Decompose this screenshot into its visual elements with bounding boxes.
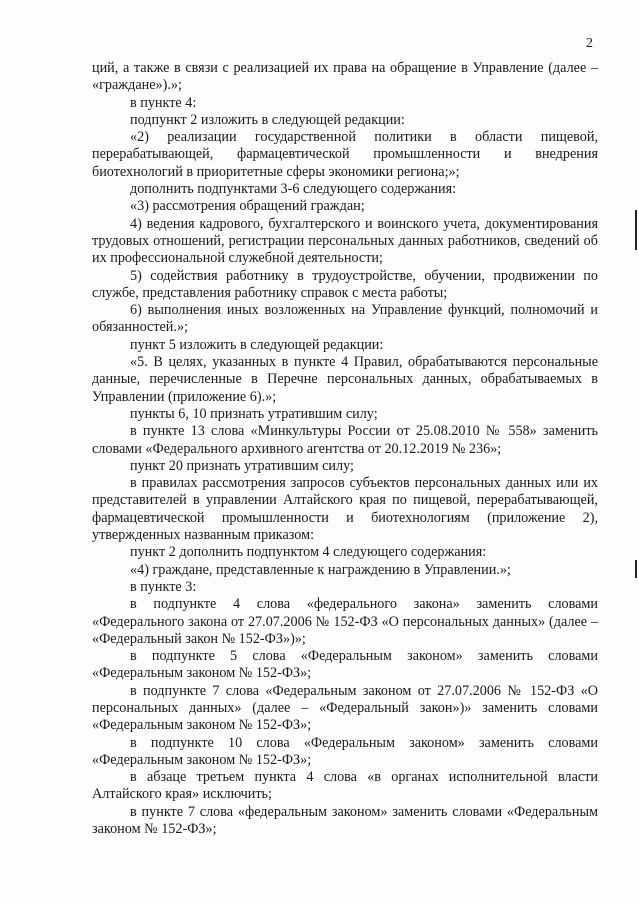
paragraph: в подпункте 7 слова «Федеральным законом от 27.07.2006 № 152-ФЗ «О персональных данных» (далее – «Федеральный закон»)» заменить словами «Федеральным законом № 152-ФЗ»; xyxy=(92,682,598,734)
scan-edge-mark xyxy=(635,560,637,578)
paragraph: в подпункте 10 слова «Федеральным законом» заменить словами «Федеральным законом № 152-ФЗ»; xyxy=(92,734,598,768)
paragraph: пункт 5 изложить в следующей редакции: xyxy=(130,336,384,353)
paragraph: дополнить подпунктами 3-6 следующего содержания: xyxy=(130,181,457,198)
paragraph: «5. В целях, указанных в пункте 4 Правил, обрабатываются персональные данные, перечисленные в Перечне персональных данных, обрабатываемых в Управлении (приложение 6).»; xyxy=(92,354,598,405)
paragraph: 4) ведения кадрового, бухгалтерского и воинского учета, документирования трудовых отношений, регистрации персональных данных работников, сведений об их профессиональной служебной деятельности; xyxy=(92,215,598,267)
paragraph: в подпункте 4 слова «федерального закона» заменить словами «Федерального закона от 27.07.2006 № 152-ФЗ «О персональных данных» (далее – «Федеральный закон № 152-ФЗ»)»; xyxy=(92,596,598,647)
paragraph: в пункте 13 слова «Минкультуры России от 25.08.2010 № 558» заменить словами «Федерального архивного агентства от 20.12.2019 № 236»; xyxy=(92,423,598,457)
paragraph: «3) рассмотрения обращений граждан; xyxy=(130,198,365,215)
scan-edge-mark xyxy=(635,210,637,250)
paragraph: в правилах рассмотрения запросов субъектов персональных данных или их представителей в управлении Алтайского края по пищевой, перерабатывающей, фармацевтической промышленности и биотехнологиям (приложение 2), утвержденных названным приказом: xyxy=(92,475,598,544)
document-body xyxy=(92,60,598,838)
paragraph: 6) выполнения иных возложенных на Управление функций, полномочий и обязанностей.»; xyxy=(92,302,598,336)
paragraph: в абзаце третьем пункта 4 слова «в органах исполнительной власти Алтайского края» исключить; xyxy=(92,769,598,803)
paragraph: пункты 6, 10 признать утратившим силу; xyxy=(130,405,378,422)
paragraph: ций, а также в связи с реализацией их права на обращение в Управление (далее – «граждане»).»; xyxy=(92,60,598,94)
paragraph: пункт 2 дополнить подпунктом 4 следующего содержания: xyxy=(130,544,487,561)
paragraph: пункт 20 признать утратившим силу; xyxy=(130,457,354,474)
paragraph: в подпункте 5 слова «Федеральным законом» заменить словами «Федеральным законом № 152-ФЗ»; xyxy=(92,648,598,682)
paragraph: «4) граждане, представленные к награждению в Управлении.»; xyxy=(130,561,511,578)
page-number: 2 xyxy=(586,36,593,51)
paragraph: в пункте 3: xyxy=(130,578,197,595)
paragraph: 5) содействия работнику в трудоустройстве, обучении, продвижении по службе, представления работнику справок с места работы; xyxy=(92,267,598,301)
paragraph: «2) реализации государственной политики в области пищевой, перерабатывающей, фармацевтической промышленности и внедрения биотехнологий в приоритетные сферы экономики региона;»; xyxy=(92,129,598,180)
paragraph: в пункте 4: xyxy=(130,94,197,111)
paragraph: подпункт 2 изложить в следующей редакции: xyxy=(130,111,405,128)
paragraph: в пункте 7 слова «федеральным законом» заменить словами «Федеральным законом № 152-ФЗ»; xyxy=(92,803,598,838)
